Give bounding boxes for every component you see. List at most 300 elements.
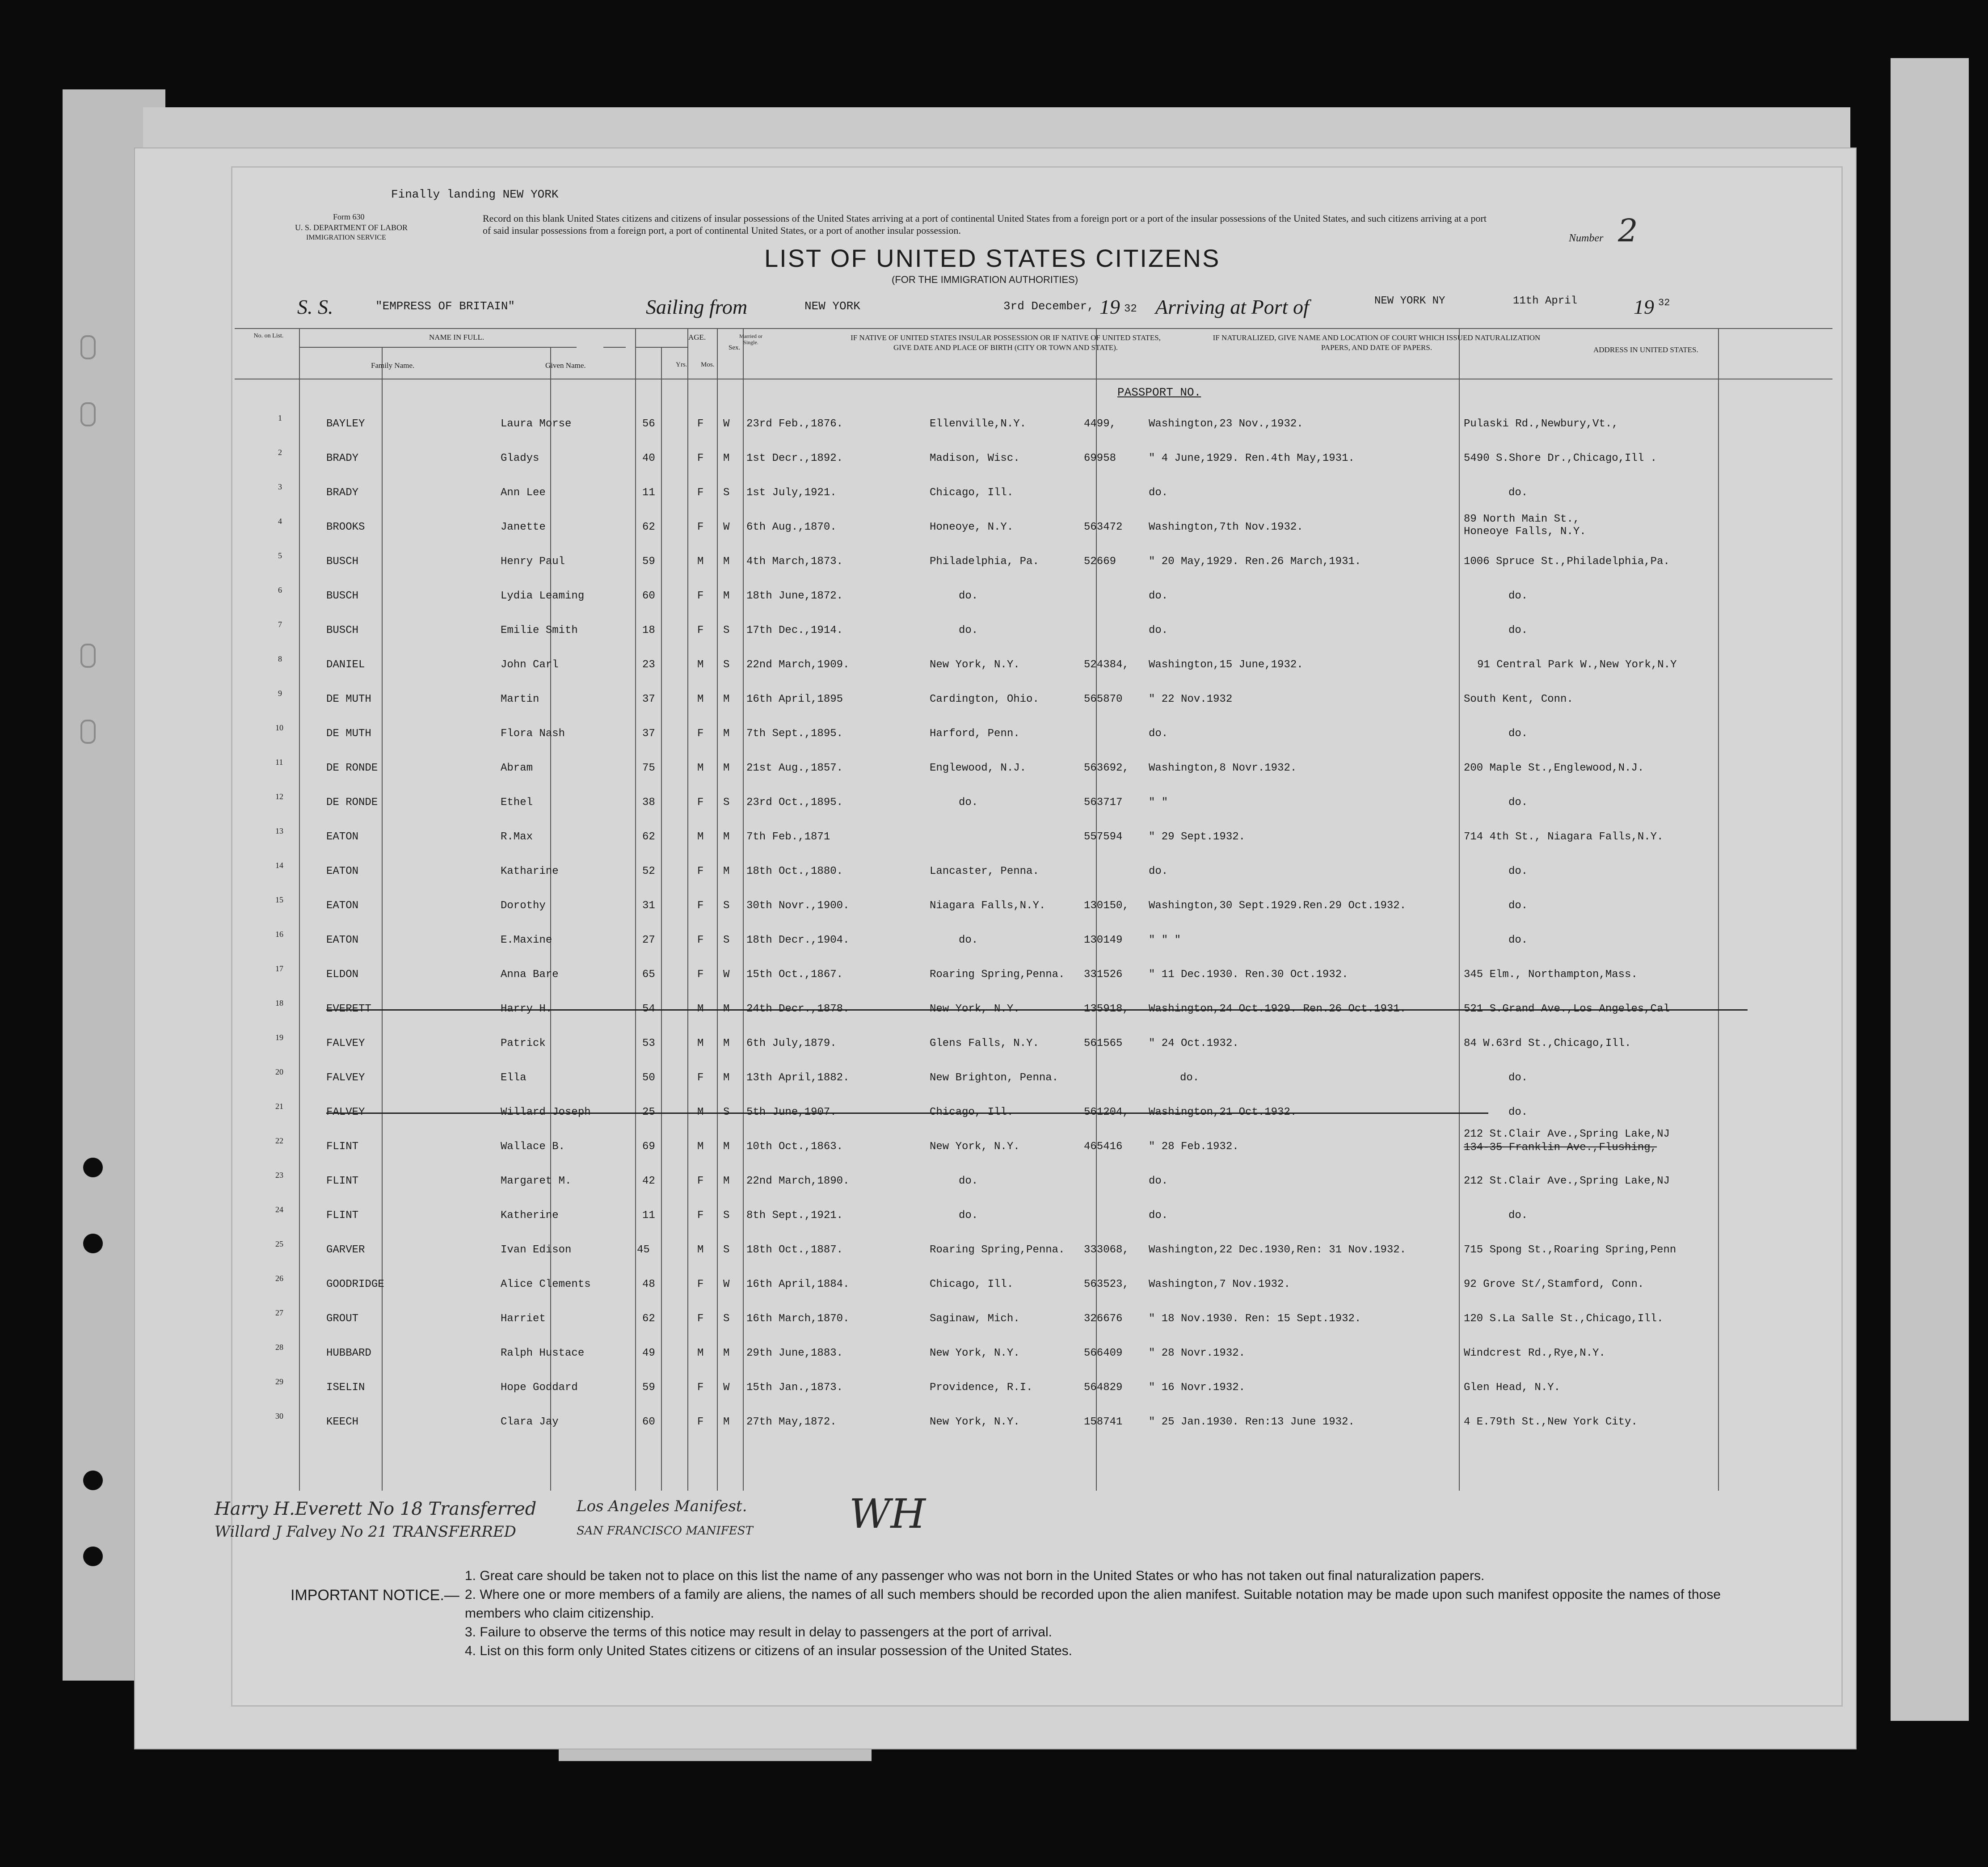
address: 715 Spong St.,Roaring Spring,Penn bbox=[1464, 1244, 1676, 1256]
birth-date: 6th Aug.,1870. bbox=[746, 521, 837, 533]
birth-date: 16th April,1884. bbox=[746, 1278, 850, 1290]
family-name: DE MUTH bbox=[326, 693, 371, 705]
underlying-sheet-right bbox=[1891, 58, 1969, 1721]
address: do. bbox=[1508, 900, 1528, 912]
table-body bbox=[232, 413, 1841, 1491]
birth-date: 1st Decr.,1892. bbox=[746, 452, 843, 464]
binder-hole bbox=[83, 1471, 103, 1490]
given-name: Emilie Smith bbox=[501, 624, 578, 636]
naturalization: Washington,8 Novr.1932. bbox=[1149, 762, 1297, 774]
given-name: Katherine bbox=[501, 1210, 559, 1222]
row-number: 16 bbox=[275, 930, 283, 939]
given-name: Dorothy bbox=[501, 900, 546, 912]
col-header-naturalized: IF NATURALIZED, GIVE NAME AND LOCATION OF COURT WHICH ISSUED NATURALIZATION PAPERS, AND DATE OF PAPERS. bbox=[1213, 333, 1541, 352]
binder-ring-hole bbox=[80, 402, 96, 426]
family-name: FALVEY bbox=[326, 1037, 365, 1049]
age: 59 bbox=[642, 556, 655, 568]
table-row bbox=[232, 654, 1841, 679]
sex: F bbox=[697, 452, 704, 464]
binder-hole bbox=[83, 1547, 103, 1566]
birth-place: do. bbox=[959, 1210, 978, 1222]
birth-place: Honeoye, N.Y. bbox=[930, 521, 1014, 533]
naturalization: Washington,30 Sept.1929.Ren.29 Oct.1932. bbox=[1149, 900, 1407, 912]
family-name: DE RONDE bbox=[326, 797, 378, 809]
age: 53 bbox=[642, 1037, 655, 1049]
row-number: 18 bbox=[275, 999, 283, 1007]
birth-date: 16th April,1895 bbox=[746, 693, 843, 705]
birth-date: 10th Oct.,1863. bbox=[746, 1141, 843, 1153]
table-row bbox=[232, 1102, 1841, 1127]
passport-number: 130149 bbox=[1084, 934, 1123, 946]
table-row bbox=[232, 826, 1841, 851]
service-label: IMMIGRATION SERVICE bbox=[306, 234, 386, 241]
family-name: EATON bbox=[326, 865, 359, 877]
birth-place: New Brighton, Penna. bbox=[930, 1072, 1059, 1084]
address: do. bbox=[1508, 487, 1528, 499]
age: 23 bbox=[642, 659, 655, 671]
page-subtitle: (FOR THE IMMIGRATION AUTHORITIES) bbox=[892, 274, 1078, 285]
naturalization: " 4 June,1929. Ren.4th May,1931. bbox=[1149, 452, 1355, 464]
binder-hole bbox=[83, 1158, 103, 1177]
birth-date: 23rd Feb.,1876. bbox=[746, 418, 843, 430]
given-name: Ella bbox=[501, 1072, 526, 1084]
family-name: BUSCH bbox=[326, 556, 359, 568]
naturalization: Washington,15 June,1932. bbox=[1149, 659, 1303, 671]
notice-item-2: 2. Where one or more members of a family are aliens, the names of all such members should be recorded upon the alien manifest. Suitable notation may be made upon such manifest opposite the names of those members who claim citizenship. bbox=[465, 1587, 1721, 1621]
marital-status: W bbox=[723, 521, 730, 533]
marital-status: W bbox=[723, 1382, 730, 1394]
citizen-list-form bbox=[215, 166, 1843, 1707]
age: 48 bbox=[642, 1278, 655, 1290]
family-name: BUSCH bbox=[326, 590, 359, 602]
row-number: 24 bbox=[275, 1205, 283, 1214]
table-row bbox=[232, 723, 1841, 748]
col-header-married: Married or Single. bbox=[739, 333, 762, 346]
birth-date: 30th Novr.,1900. bbox=[746, 900, 850, 912]
age: 27 bbox=[642, 934, 655, 946]
naturalization: do. bbox=[1149, 1210, 1168, 1222]
passport-number: 566409 bbox=[1084, 1347, 1123, 1359]
birth-date: 18th Oct.,1880. bbox=[746, 865, 843, 877]
sex: M bbox=[697, 659, 704, 671]
table-row bbox=[232, 1377, 1841, 1402]
passport-number: 69958 bbox=[1084, 452, 1116, 464]
marital-status: M bbox=[723, 1416, 730, 1428]
col-header-address: ADDRESS IN UNITED STATES. bbox=[1593, 346, 1698, 354]
family-name: BRADY bbox=[326, 452, 359, 464]
sailing-year: 32 bbox=[1124, 303, 1137, 315]
age: 62 bbox=[642, 1313, 655, 1325]
passport-number: 563692, bbox=[1084, 762, 1129, 774]
address: do. bbox=[1508, 624, 1528, 636]
birth-place: do. bbox=[959, 934, 978, 946]
handwritten-initials: WH bbox=[849, 1491, 926, 1538]
passport-number: 331526 bbox=[1084, 969, 1123, 981]
marital-status: W bbox=[723, 969, 730, 981]
sex: M bbox=[697, 556, 704, 568]
row-number: 10 bbox=[275, 723, 283, 732]
table-row bbox=[232, 1205, 1841, 1230]
table-row bbox=[232, 895, 1841, 920]
marital-status: M bbox=[723, 1072, 730, 1084]
birth-place: New York, N.Y. bbox=[930, 1141, 1020, 1153]
form-instruction: Record on this blank United States citizens and citizens of insular possessions of the United States arriving at a port of continental United States from a foreign port or a port of the insular possessions of the United States, and such citizens arriving at a port of said insular possessions from a foreign port, a port of continental United States, or a port of another insular possession. bbox=[483, 213, 1487, 236]
marital-status: M bbox=[723, 452, 730, 464]
marital-status: M bbox=[723, 556, 730, 568]
sex: M bbox=[697, 1141, 704, 1153]
age: 50 bbox=[642, 1072, 655, 1084]
age: 62 bbox=[642, 831, 655, 843]
passport-number: 563717 bbox=[1084, 797, 1123, 809]
notice-item-4: 4. List on this form only United States citizens or citizens of an insular possession of the United States. bbox=[465, 1644, 1073, 1658]
address: 345 Elm., Northampton,Mass. bbox=[1464, 969, 1638, 981]
naturalization: do. bbox=[1149, 865, 1168, 877]
birth-date: 1st July,1921. bbox=[746, 487, 837, 499]
family-name: ELDON bbox=[326, 969, 359, 981]
table-row bbox=[232, 1067, 1841, 1092]
birth-place: do. bbox=[959, 797, 978, 809]
given-name: John Carl bbox=[501, 659, 559, 671]
birth-place: Madison, Wisc. bbox=[930, 452, 1020, 464]
family-name: DE RONDE bbox=[326, 762, 378, 774]
family-name: EATON bbox=[326, 831, 359, 843]
birth-date: 7th Feb.,1871 bbox=[746, 831, 830, 843]
address: 84 W.63rd St.,Chicago,Ill. bbox=[1464, 1037, 1631, 1049]
family-name: FLINT bbox=[326, 1210, 359, 1222]
sex: M bbox=[697, 1244, 704, 1256]
birth-place: Englewood, N.J. bbox=[930, 762, 1027, 774]
naturalization: " 28 Novr.1932. bbox=[1149, 1347, 1246, 1359]
birth-place: Harford, Penn. bbox=[930, 728, 1020, 740]
birth-date: 23rd Oct.,1895. bbox=[746, 797, 843, 809]
table-row bbox=[232, 586, 1841, 611]
passport-number: 333068, bbox=[1084, 1244, 1129, 1256]
address: do. bbox=[1508, 797, 1528, 809]
birth-place: New York, N.Y. bbox=[930, 659, 1020, 671]
marital-status: S bbox=[723, 797, 730, 809]
address: Pulaski Rd.,Newbury,Vt., bbox=[1464, 418, 1618, 430]
family-name: EATON bbox=[326, 934, 359, 946]
marital-status: M bbox=[723, 728, 730, 740]
table-row bbox=[232, 513, 1841, 542]
given-name: Abram bbox=[501, 762, 533, 774]
passport-number: 561565 bbox=[1084, 1037, 1123, 1049]
naturalization: do. bbox=[1149, 590, 1168, 602]
birth-date: 16th March,1870. bbox=[746, 1313, 850, 1325]
marital-status: M bbox=[723, 831, 730, 843]
sex: M bbox=[697, 1037, 704, 1049]
address: 714 4th St., Niagara Falls,N.Y. bbox=[1464, 831, 1664, 843]
marital-status: M bbox=[723, 1175, 730, 1187]
address-line-2: 134-35 Franklin Ave.,Flushing, bbox=[1464, 1142, 1657, 1154]
birth-date: 17th Dec.,1914. bbox=[746, 624, 843, 636]
notice-list bbox=[465, 1567, 1734, 1660]
birth-date: 8th Sept.,1921. bbox=[746, 1210, 843, 1222]
address: 200 Maple St.,Englewood,N.J. bbox=[1464, 762, 1644, 774]
age: 11 bbox=[642, 1210, 655, 1222]
age: 45 bbox=[637, 1244, 650, 1256]
age: 49 bbox=[642, 1347, 655, 1359]
marital-status: M bbox=[723, 1347, 730, 1359]
birth-date: 18th June,1872. bbox=[746, 590, 843, 602]
marital-status: S bbox=[723, 487, 730, 499]
finally-landing: Finally landing NEW YORK bbox=[391, 188, 559, 201]
birth-date: 4th March,1873. bbox=[746, 556, 843, 568]
arriving-label: Arriving at Port of bbox=[1155, 295, 1309, 318]
family-name: FALVEY bbox=[326, 1072, 365, 1084]
col-header-given-name: Given Name. bbox=[545, 361, 586, 370]
row-number: 9 bbox=[278, 689, 282, 698]
table-row bbox=[232, 1308, 1841, 1333]
col-header-no: No. on List. bbox=[253, 333, 284, 339]
marital-status: M bbox=[723, 693, 730, 705]
table-row bbox=[232, 999, 1841, 1024]
birth-place: Providence, R.I. bbox=[930, 1382, 1033, 1394]
address: Glen Head, N.Y. bbox=[1464, 1382, 1561, 1394]
birth-date: 6th July,1879. bbox=[746, 1037, 837, 1049]
naturalization: " 22 Nov.1932 bbox=[1149, 693, 1233, 705]
page-title: LIST OF UNITED STATES CITIZENS bbox=[764, 244, 1221, 272]
given-name: Ethel bbox=[501, 797, 533, 809]
table-row bbox=[232, 1412, 1841, 1437]
sex: F bbox=[697, 1382, 704, 1394]
given-name: Clara Jay bbox=[501, 1416, 559, 1428]
given-name: Ralph Hustace bbox=[501, 1347, 585, 1359]
birth-place: Philadelphia, Pa. bbox=[930, 556, 1039, 568]
naturalization: do. bbox=[1149, 487, 1168, 499]
address: 5490 S.Shore Dr.,Chicago,Ill . bbox=[1464, 452, 1657, 464]
passport-number: 524384, bbox=[1084, 659, 1129, 671]
table-row bbox=[232, 792, 1841, 817]
birth-place: do. bbox=[959, 590, 978, 602]
sailing-from: NEW YORK bbox=[804, 299, 860, 313]
row-number: 7 bbox=[278, 620, 282, 629]
naturalization: " 28 Feb.1932. bbox=[1149, 1141, 1239, 1153]
row-number: 22 bbox=[275, 1136, 283, 1145]
sex: F bbox=[697, 728, 704, 740]
row-number: 28 bbox=[275, 1343, 283, 1352]
sex: F bbox=[697, 900, 704, 912]
family-name: FLINT bbox=[326, 1141, 359, 1153]
naturalization: " " " bbox=[1149, 934, 1181, 946]
birth-place: do. bbox=[959, 1175, 978, 1187]
family-name: DANIEL bbox=[326, 659, 365, 671]
naturalization: " 11 Dec.1930. Ren.30 Oct.1932. bbox=[1149, 969, 1348, 981]
handwritten-transfer-note: Harry H.Everett No 18 Transferred bbox=[215, 1499, 537, 1519]
naturalization: " 16 Novr.1932. bbox=[1149, 1382, 1246, 1394]
given-name: Margaret M. bbox=[501, 1175, 572, 1187]
address: do. bbox=[1508, 934, 1528, 946]
birth-place: New York, N.Y. bbox=[930, 1416, 1020, 1428]
marital-status: M bbox=[723, 590, 730, 602]
row-number: 4 bbox=[278, 517, 282, 526]
table-row bbox=[232, 1343, 1841, 1368]
given-name: Alice Clements bbox=[501, 1278, 591, 1290]
given-name: Henry Paul bbox=[501, 556, 565, 568]
naturalization: " 20 May,1929. Ren.26 March,1931. bbox=[1149, 556, 1361, 568]
family-name: ISELIN bbox=[326, 1382, 365, 1394]
passport-number: 158741 bbox=[1084, 1416, 1123, 1428]
birth-place: New York, N.Y. bbox=[930, 1347, 1020, 1359]
table-row bbox=[232, 551, 1841, 576]
address: South Kent, Conn. bbox=[1464, 693, 1573, 705]
age: 52 bbox=[642, 865, 655, 877]
given-name: Lydia Leaming bbox=[501, 590, 585, 602]
number-value: 2 bbox=[1618, 212, 1638, 249]
row-number: 19 bbox=[275, 1033, 283, 1042]
given-name: R.Max bbox=[501, 831, 533, 843]
given-name: Anna Bare bbox=[501, 969, 559, 981]
table-row bbox=[232, 620, 1841, 645]
birth-date: 21st Aug.,1857. bbox=[746, 762, 843, 774]
given-name: Hope Goddard bbox=[501, 1382, 578, 1394]
age: 40 bbox=[642, 452, 655, 464]
handwritten-manifest-note: SAN FRANCISCO MANIFEST bbox=[577, 1524, 753, 1538]
family-name: BAYLEY bbox=[326, 418, 365, 430]
family-name: EATON bbox=[326, 900, 359, 912]
sex: F bbox=[697, 418, 704, 430]
age: 65 bbox=[642, 969, 655, 981]
ship-name: "EMPRESS OF BRITAIN" bbox=[375, 299, 515, 313]
sex: F bbox=[697, 487, 704, 499]
table-row bbox=[232, 448, 1841, 473]
passport-number: 326676 bbox=[1084, 1313, 1123, 1325]
birth-place: Glens Falls, N.Y. bbox=[930, 1037, 1039, 1049]
birth-place: do. bbox=[959, 624, 978, 636]
col-header-native: IF NATIVE OF UNITED STATES INSULAR POSSESSION OR IF NATIVE OF UNITED STATES, GIVE DATE AND PLACE OF BIRTH (CITY OR TOWN AND STATE). bbox=[851, 333, 1161, 352]
table-row bbox=[232, 1239, 1841, 1264]
marital-status: S bbox=[723, 659, 730, 671]
given-name: Janette bbox=[501, 521, 546, 533]
row-number: 26 bbox=[275, 1274, 283, 1283]
birth-place: Lancaster, Penna. bbox=[930, 865, 1039, 877]
given-name: Martin bbox=[501, 693, 539, 705]
ss-label: S. S. bbox=[297, 295, 333, 318]
naturalization: Washington,22 Dec.1930,Ren: 31 Nov.1932. bbox=[1149, 1244, 1407, 1256]
age: 69 bbox=[642, 1141, 655, 1153]
row-number: 23 bbox=[275, 1171, 283, 1180]
address: do. bbox=[1508, 865, 1528, 877]
birth-place: Saginaw, Mich. bbox=[930, 1313, 1020, 1325]
row-number: 30 bbox=[275, 1412, 283, 1420]
naturalization: Washington,23 Nov.,1932. bbox=[1149, 418, 1303, 430]
row-number: 15 bbox=[275, 895, 283, 904]
table-row bbox=[232, 1033, 1841, 1058]
col-header-mos: Mos. bbox=[701, 361, 715, 368]
birth-date: 29th June,1883. bbox=[746, 1347, 843, 1359]
family-name: GOODRIDGE bbox=[326, 1278, 384, 1290]
binder-ring-hole bbox=[80, 720, 96, 744]
marital-status: S bbox=[723, 1244, 730, 1256]
row-number: 8 bbox=[278, 654, 282, 663]
table-row bbox=[232, 930, 1841, 955]
col-header-name-in-full: NAME IN FULL. bbox=[429, 333, 484, 341]
row-number: 29 bbox=[275, 1377, 283, 1386]
family-name: HUBBARD bbox=[326, 1347, 371, 1359]
passport-number: 565870 bbox=[1084, 693, 1123, 705]
family-name: FLINT bbox=[326, 1175, 359, 1187]
table-row bbox=[232, 1128, 1841, 1161]
age: 18 bbox=[642, 624, 655, 636]
given-name: Patrick bbox=[501, 1037, 546, 1049]
strikethrough-line bbox=[326, 1113, 1488, 1114]
sex: F bbox=[697, 1313, 704, 1325]
row-number: 3 bbox=[278, 482, 282, 491]
marital-status: S bbox=[723, 1210, 730, 1222]
family-name: KEECH bbox=[326, 1416, 359, 1428]
given-name: Katharine bbox=[501, 865, 559, 877]
arriving-date: 11th April bbox=[1513, 295, 1578, 307]
naturalization: " 18 Nov.1930. Ren: 15 Sept.1932. bbox=[1149, 1313, 1361, 1325]
address: 212 St.Clair Ave.,Spring Lake,NJ bbox=[1464, 1128, 1670, 1140]
table-row bbox=[232, 1171, 1841, 1196]
address: 120 S.La Salle St.,Chicago,Ill. bbox=[1464, 1313, 1664, 1325]
address: do. bbox=[1508, 1072, 1528, 1084]
family-name: BROOKS bbox=[326, 521, 365, 533]
table-row bbox=[232, 413, 1841, 438]
naturalization: " 25 Jan.1930. Ren:13 June 1932. bbox=[1149, 1416, 1355, 1428]
marital-status: S bbox=[723, 934, 730, 946]
handwritten-manifest-note: Los Angeles Manifest. bbox=[577, 1497, 747, 1515]
arriving-port: NEW YORK NY bbox=[1374, 295, 1445, 307]
family-name: GROUT bbox=[326, 1313, 359, 1325]
given-name: Laura Morse bbox=[501, 418, 572, 430]
given-name: Harriet bbox=[501, 1313, 546, 1325]
age: 60 bbox=[642, 590, 655, 602]
birth-date: 27th May,1872. bbox=[746, 1416, 837, 1428]
marital-status: M bbox=[723, 1141, 730, 1153]
given-name: E.Maxine bbox=[501, 934, 552, 946]
family-name: GARVER bbox=[326, 1244, 365, 1256]
sex: F bbox=[697, 1210, 704, 1222]
table-row bbox=[232, 482, 1841, 507]
row-number: 6 bbox=[278, 586, 282, 594]
sex: F bbox=[697, 590, 704, 602]
address: 92 Grove St/,Stamford, Conn. bbox=[1464, 1278, 1644, 1290]
address: do. bbox=[1508, 1106, 1528, 1118]
handwritten-transfer-note: Willard J Falvey No 21 TRANSFERRED bbox=[215, 1523, 516, 1541]
age: 59 bbox=[642, 1382, 655, 1394]
birth-place: Chicago, Ill. bbox=[930, 487, 1014, 499]
passport-number: 52669 bbox=[1084, 556, 1116, 568]
row-number: 5 bbox=[278, 551, 282, 560]
passport-number: 4499, bbox=[1084, 418, 1116, 430]
birth-place: Roaring Spring,Penna. bbox=[930, 1244, 1065, 1256]
row-number: 13 bbox=[275, 826, 283, 835]
notice-heading: IMPORTANT NOTICE.— bbox=[291, 1587, 459, 1604]
sex: M bbox=[697, 693, 704, 705]
binder-ring-hole bbox=[80, 335, 96, 359]
table-row bbox=[232, 758, 1841, 783]
birth-place: Cardington, Ohio. bbox=[930, 693, 1039, 705]
given-name: Wallace B. bbox=[501, 1141, 565, 1153]
passport-number: 130150, bbox=[1084, 900, 1129, 912]
birth-date: 22nd March,1890. bbox=[746, 1175, 850, 1187]
age: 37 bbox=[642, 728, 655, 740]
birth-date: 13th April,1882. bbox=[746, 1072, 850, 1084]
marital-status: M bbox=[723, 1037, 730, 1049]
birth-place: Ellenville,N.Y. bbox=[930, 418, 1027, 430]
naturalization: Washington,7 Nov.1932. bbox=[1149, 1278, 1290, 1290]
table-row bbox=[232, 1274, 1841, 1299]
row-number: 27 bbox=[275, 1308, 283, 1317]
address: Windcrest Rd.,Rye,N.Y. bbox=[1464, 1347, 1605, 1359]
sex: M bbox=[697, 762, 704, 774]
sailing-label: Sailing from bbox=[646, 295, 748, 318]
strikethrough-line bbox=[326, 1009, 1748, 1011]
age: 56 bbox=[642, 418, 655, 430]
sailing-year-prefix: 19 bbox=[1099, 295, 1120, 318]
